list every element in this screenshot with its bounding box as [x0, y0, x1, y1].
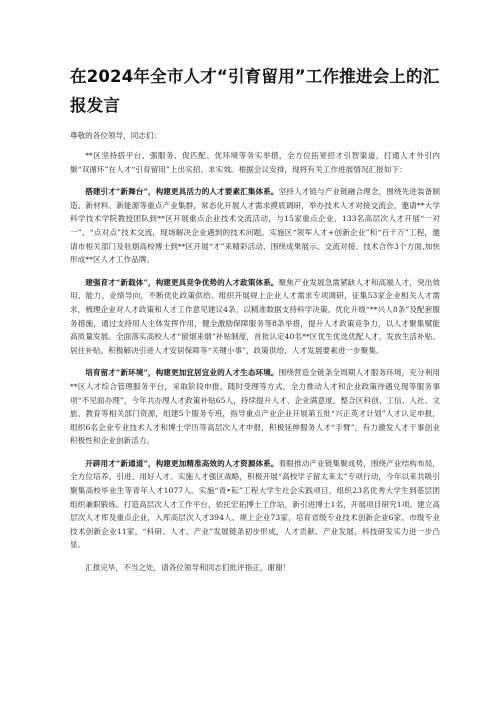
section-heading: 开辟用才“新通道”，构建更加精准高效的人才资源体系。 — [85, 458, 279, 468]
section-paragraph — [70, 366, 440, 448]
document-title: 在2024年全市人才“引育留用”工作推进会上的汇报发言 — [70, 67, 440, 115]
section-body: 围绕营造全链条全周期人才服务环境，充分利用**区人才综合管理服务平台，采取阶段申报、随时受理等方式，全力推动人才和企业政策待遇兑现等服务事项“不见面办理”，今年共办理人才政策补贴65人，持续提升人才、企业满意度。整合区科创、工信、人社、文旅、教育等相关部门资源，组建5个服务专班，指导重点产业企业开展第五批“兴正英才计划”人才认定申报，组织6名企业专业技术人才和博士学历等高层次人才申报，积极延伸服务人才“手臂”，有力激发人才干事创业积极性和企业创新活力。 — [70, 368, 440, 446]
section-paragraph — [70, 185, 440, 267]
section-body: 聚焦产业发展急需紧缺人才和高端人才，突出效用、能力、业绩导向，不断优化政策供给。组织开展规上企业人才需求专项调研，征集53家企业相关人才需求，梳理企业对人才政策和人才工作意见建议4条，以精准数据支持科学决策。优化升级“**兴人8条”及配套服务措施，通过支持用人主体发挥作用，健全激励保障服务等8条举措，提升人才政策竞争力，以人才聚集赋能高质量发展。全面落实高校人才“留烟来烟”补贴制度，首批认定40名**区优生优选优配人才，发放生活补贴、居住补贴。积极解决引进人才安居保障等“关键小事”，政策供给、人才发展要素进一步聚集。 — [70, 277, 440, 355]
section-body: 坚持人才链与产业链融合理念，围绕先进装备制造、新材料、新能源等重点产业集群，常态化开展人才需求摸底调研，举办技术人才对接交流会，邀请**大学科学技术学院教授团队到**区开展重点企业技术交流活动，与15家重点企业、133名高层次人才开展“一对一”、“点对点”技术交流，现场解决企业遇到的技术问题。实施区“领军人才+创新企业”和“百千万”工程，邀请市相关部门及驻烟高校博士到**区开展“才”来精彩活动，围绕成果展示、交流对接、技术合作3个方面,加快形成**区人才工作品牌。 — [70, 187, 440, 265]
section-paragraph — [70, 457, 440, 552]
section-paragraph — [70, 276, 440, 358]
section-heading: 搭建引才“新舞台”，构建更具活力的人才要素汇集体系。 — [85, 187, 279, 197]
section-heading: 建强育才“新载体”，构建更具竞争优势的人才政策体系。 — [85, 277, 279, 287]
section-heading: 培育留才“新环境”，构建更加宜居宜业的人才生态环境。 — [85, 368, 279, 378]
intro-paragraph: **区坚持搭平台、强服务、促匹配、优环境等务实举措，全方位拓宽招才引智渠道，打通人才外引内聚“双循环”在人才“引育留用”上出实招、求实效。根据会议安排，现将有关工作进展情况汇报如下： — [70, 151, 440, 174]
closing-remark: 汇报完毕，不当之处，请各位领导和同志们批评指正，谢谢！ — [85, 563, 291, 573]
section-body: 着眼推动产业链集聚成势，围绕产业结构布局，全方位培养、引进、用好人才。实施人才强区战略，积极开展“高校学子留太来太”专项行动，今年以来共吸引聚集高校毕业生等青年人才1077人。实施“青•耘”工程大学生社会实践项目，组织23名优秀大学生到基层团组织兼职锻炼。打造高层次人才工作平台，依托宏拓博士工作站，新引进博士1名，开展项目研究1项。建立高层次人才库及重点企业，入库高层次人才394人、规上企业73家，培育省级专业技术创新企业6家、市级专业技术创新企业11家，“科研、人才、产业”发展链条初步形成，人才贡献、产业发展、科技研发实力进一步凸显。 — [70, 458, 440, 550]
greeting: 尊敬的各位领导，同志们： — [70, 131, 162, 140]
